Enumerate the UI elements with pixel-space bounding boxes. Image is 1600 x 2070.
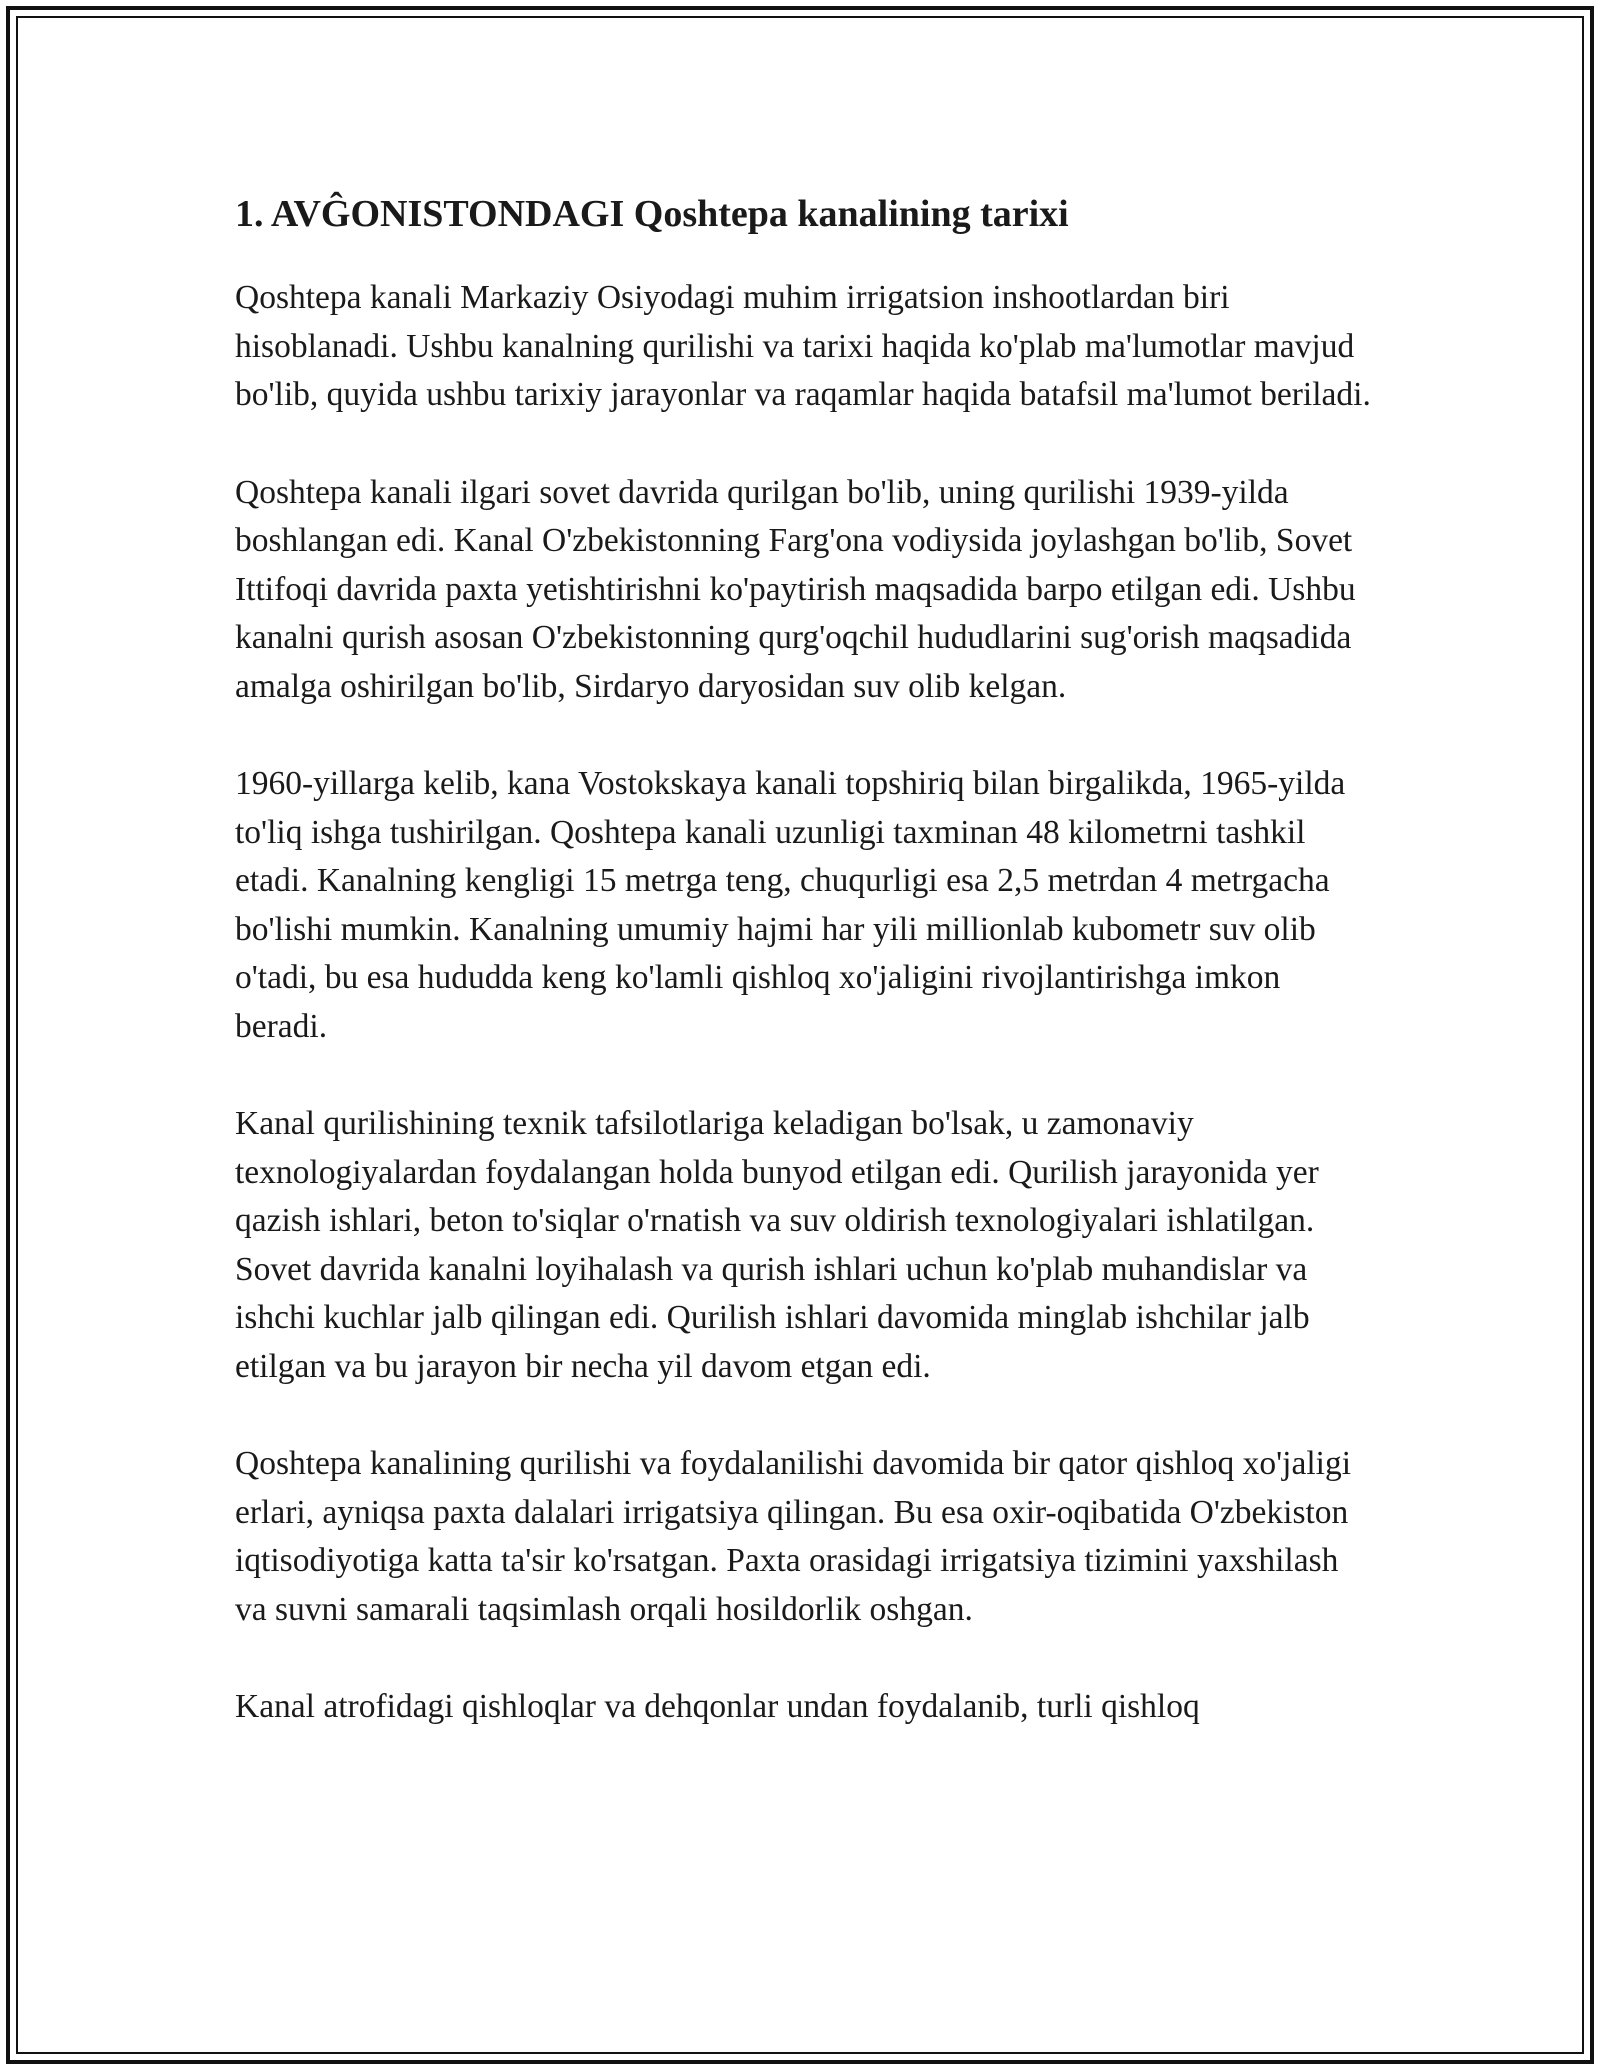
paragraph-5: Qoshtepa kanalining qurilishi va foydalanilishi davomida bir qator qishloq xo'jaligi erlari, ayniqsa paxta dalalari irrigatsiya qilingan. Bu esa oxir-oqibatida O'zbekiston iqtisodiyotiga katta ta'sir ko'rsatgan. Paxta orasidagi irrigatsiya tizimini yaxshilash va suvni samarali taqsimlash orqali hosildorlik oshgan.: [235, 1445, 1352, 1628]
document-title: 1. AVĜONISTONDAGI Qoshtepa kanalining tarixi: [235, 193, 1069, 235]
paragraph-4: Kanal qurilishining texnik tafsilotlariga keladigan bo'lsak, u zamonaviy texnologiyalardan foydalangan holda bunyod etilgan edi. Qurilish jarayonida yer qazish ishlari, beton to'siqlar o'rnatish va suv oldirish texnologiyalari ishlatilgan. Sovet davrida kanalni loyihalash va qurish ishlari uchun ko'plab muhandislar va ishchi kuchlar jalb qilingan edi. Qurilish ishlari davomida minglab ishchilar jalb etilgan va bu jarayon bir necha yil davom etgan edi.: [235, 1105, 1319, 1385]
paragraph-6: Kanal atrofidagi qishloqlar va dehqonlar undan foydalanib, turli qishloq: [235, 1688, 1200, 1725]
paragraph-2: Qoshtepa kanali ilgari sovet davrida qurilgan bo'lib, uning qurilishi 1939-yilda boshlangan edi. Kanal O'zbekistonning Farg'ona vodiysida joylashgan bo'lib, Sovet Ittifoqi davrida paxta yetishtirishni ko'paytirish maqsadida barpo etilgan edi. Ushbu kanalni qurish asosan O'zbekistonning qurg'oqchil hududlarini sug'orish maqsadida amalga oshirilgan bo'lib, Sirdaryo daryosidan suv olib kelgan.: [235, 473, 1356, 705]
document-body: [235, 186, 1375, 1781]
paragraph-3: 1960-yillarga kelib, kana Vostokskaya kanali topshiriq bilan birgalikda, 1965-yilda to'liq ishga tushirilgan. Qoshtepa kanali uzunligi taxminan 48 kilometrni tashkil etadi. Kanalning kengligi 15 metrga teng, chuqurligi esa 2,5 metrdan 4 metrgacha bo'lishi mumkin. Kanalning umumiy hajmi har yili millionlab kubometr suv olib o'tadi, bu esa hududda keng ko'lamli qishloq xo'jaligini rivojlantirishga imkon beradi.: [235, 765, 1346, 1045]
paragraph-1: Qoshtepa kanali Markaziy Osiyodagi muhim irrigatsion inshootlardan biri hisoblanadi. Ushbu kanalning qurilishi va tarixi haqida ko'plab ma'lumotlar mavjud bo'lib, quyida ushbu tarixiy jarayonlar va raqamlar haqida batafsil ma'lumot beriladi.: [235, 279, 1371, 413]
